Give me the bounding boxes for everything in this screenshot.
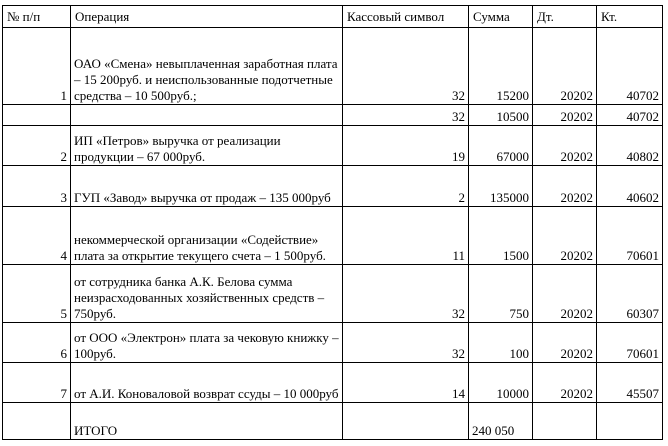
row-debit: 20202: [533, 363, 597, 403]
header-debit: Дт.: [533, 6, 597, 28]
table-row: [3, 323, 663, 363]
row-cash-symbol: 19: [343, 126, 469, 166]
row-cash-symbol: 32: [343, 323, 469, 363]
row-cash-symbol: 11: [343, 207, 469, 265]
table-row: [3, 265, 663, 323]
header-num: № п/п: [3, 6, 71, 28]
row-operation: [71, 105, 343, 126]
row-operation: ОАО «Смена» невыплаченная заработная плата – 15 200руб. и неиспользованные подотчетные средства – 10 500руб.;: [71, 28, 343, 105]
row-amount: 67000: [469, 126, 533, 166]
header-row: [3, 6, 663, 28]
row-credit: 40802: [597, 126, 663, 166]
row-credit: 60307: [597, 265, 663, 323]
row-cash-symbol: 32: [343, 105, 469, 126]
header-operation: Операция: [71, 6, 343, 28]
row-amount: 100: [469, 323, 533, 363]
row-debit: 20202: [533, 323, 597, 363]
table-row: [3, 105, 663, 126]
total-debit-cell: [533, 403, 597, 440]
total-num-cell: [3, 403, 71, 440]
row-amount: 750: [469, 265, 533, 323]
row-credit: 70601: [597, 323, 663, 363]
row-credit: 70601: [597, 207, 663, 265]
header-credit: Кт.: [597, 6, 663, 28]
row-cash-symbol: 32: [343, 265, 469, 323]
row-cash-symbol: 2: [343, 166, 469, 207]
table-row: [3, 207, 663, 265]
operations-table: [2, 5, 663, 440]
table-row: [3, 363, 663, 403]
table-row: [3, 28, 663, 105]
total-row: [3, 403, 663, 440]
row-amount: 10500: [469, 105, 533, 126]
row-debit: 20202: [533, 126, 597, 166]
row-cash-symbol: 32: [343, 28, 469, 105]
row-debit: 20202: [533, 265, 597, 323]
row-debit: 20202: [533, 28, 597, 105]
table-row: [3, 166, 663, 207]
row-operation: ИП «Петров» выручка от реализации продукции – 67 000руб.: [71, 126, 343, 166]
row-debit: 20202: [533, 207, 597, 265]
row-amount: 135000: [469, 166, 533, 207]
row-credit: 40702: [597, 28, 663, 105]
row-num: 3: [3, 166, 71, 207]
row-operation: от сотрудника банка А.К. Белова сумма неизрасходованных хозяйственных средств – 750руб.: [71, 265, 343, 323]
row-operation: от ООО «Электрон» плата за чековую книжку – 100руб.: [71, 323, 343, 363]
row-credit: 40702: [597, 105, 663, 126]
row-operation: некоммерческой организации «Содействие» плата за открытие текущего счета – 1 500руб.: [71, 207, 343, 265]
total-credit-cell: [597, 403, 663, 440]
row-num: 4: [3, 207, 71, 265]
row-debit: 20202: [533, 105, 597, 126]
row-num: 5: [3, 265, 71, 323]
row-cash-symbol: 14: [343, 363, 469, 403]
row-amount: 15200: [469, 28, 533, 105]
row-operation: ГУП «Завод» выручка от продаж – 135 000руб: [71, 166, 343, 207]
header-cash-symbol: Кассовый символ: [343, 6, 469, 28]
row-num: 6: [3, 323, 71, 363]
row-credit: 40602: [597, 166, 663, 207]
total-label: ИТОГО: [71, 403, 343, 440]
row-operation: от А.И. Коноваловой возврат ссуды – 10 000руб: [71, 363, 343, 403]
row-amount: 1500: [469, 207, 533, 265]
header-amount: Сумма: [469, 6, 533, 28]
total-amount: 240 050: [469, 403, 533, 440]
total-cash-symbol-cell: [343, 403, 469, 440]
row-debit: 20202: [533, 166, 597, 207]
row-num: [3, 105, 71, 126]
row-num: 7: [3, 363, 71, 403]
row-num: 2: [3, 126, 71, 166]
table-row: [3, 126, 663, 166]
row-amount: 10000: [469, 363, 533, 403]
row-credit: 45507: [597, 363, 663, 403]
row-num: 1: [3, 28, 71, 105]
